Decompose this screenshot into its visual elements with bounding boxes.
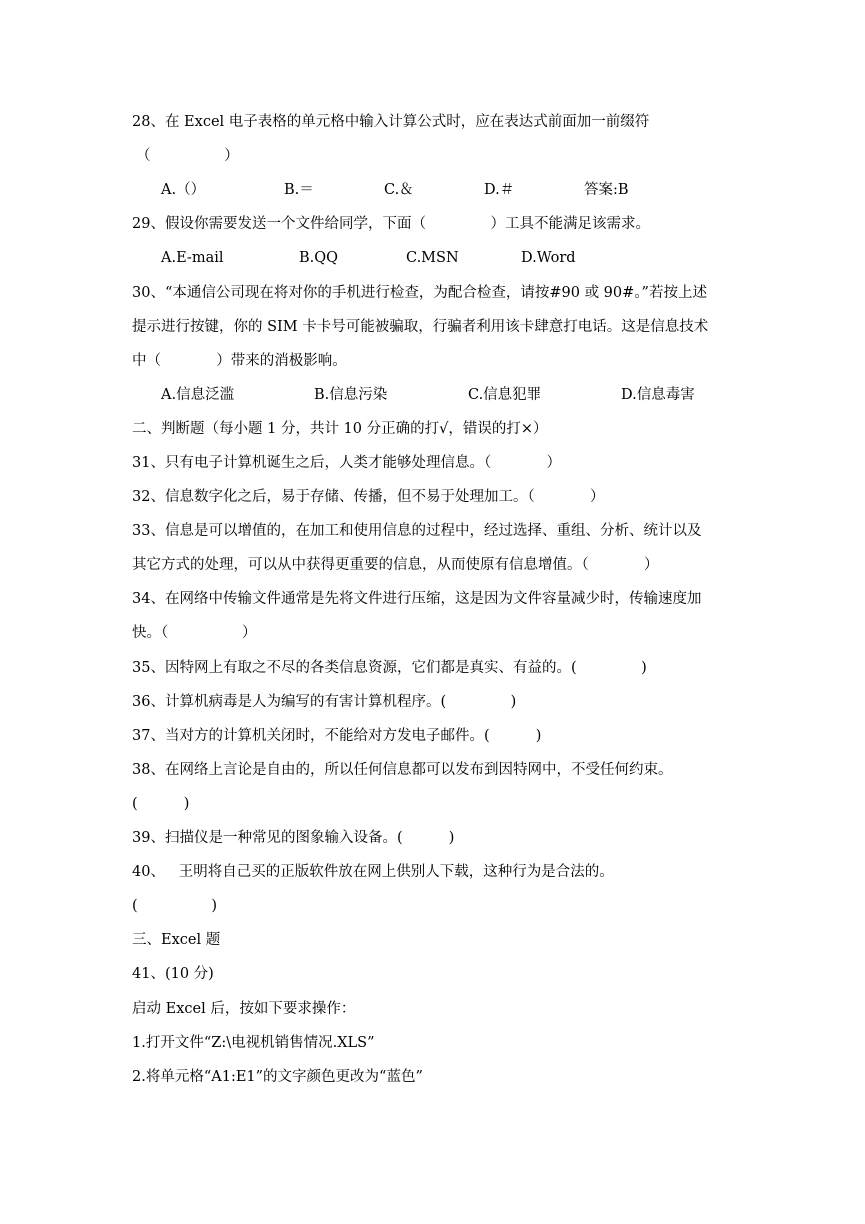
question-36: 36、计算机病毒是人为编写的有害计算机程序。( ) [132, 694, 517, 710]
question-41-step-2: 2.将单元格“A1:E1”的文字颜色更改为“蓝色” [132, 1069, 423, 1085]
question-41-step-1: 1.打开文件“Z:\电视机销售情况.XLS” [132, 1035, 375, 1051]
question-32: 32、信息数字化之后，易于存储、传播，但不易于处理加工。（ ） [132, 489, 605, 505]
question-28-answer: 答案:B [584, 182, 629, 198]
question-30-option-a: A.信息泛滥 [161, 387, 235, 403]
question-41-title: 41、(10 分) [132, 966, 214, 982]
section-3-heading: 三、Excel 题 [132, 932, 221, 948]
question-39: 39、扫描仪是一种常见的图象输入设备。( ) [132, 830, 455, 846]
question-30-option-c: C.信息犯罪 [468, 387, 542, 403]
question-40-line1: 40、 王明将自己买的正版软件放在网上供别人下载，这种行为是合法的。 [132, 864, 614, 880]
question-28-option-c: C.＆ [384, 182, 414, 198]
question-29-option-a: A.E-mail [161, 250, 224, 266]
question-28-option-b: B.＝ [284, 182, 314, 198]
question-28-text: 28、在 Excel 电子表格的单元格中输入计算公式时，应在表达式前面加一前缀符 [132, 114, 650, 130]
question-30-option-d: D.信息毒害 [621, 387, 695, 403]
question-29-option-c: C.MSN [406, 250, 459, 266]
question-35: 35、因特网上有取之不尽的各类信息资源，它们都是真实、有益的。( ) [132, 660, 647, 676]
question-38-line1: 38、在网络上言论是自由的，所以任何信息都可以发布到因特网中，不受任何约束。 [132, 762, 673, 778]
question-41-intro: 启动 Excel 后，按如下要求操作： [132, 1001, 356, 1017]
question-30-text-line1: 30、“本通信公司现在将对你的手机进行检查，为配合检查，请按#90 或 90#。”若按上述 [132, 285, 707, 301]
section-2-heading: 二、判断题（每小题 1 分，共计 10 分正确的打√，错误的打×） [132, 421, 548, 437]
question-33-line1: 33、信息是可以增值的，在加工和使用信息的过程中，经过选择、重组、分析、统计以及 [132, 523, 702, 539]
question-33-line2: 其它方式的处理，可以从中获得更重要的信息，从而使原有信息增值。（ ） [132, 557, 659, 573]
question-37: 37、当对方的计算机关闭时，不能给对方发电子邮件。( ) [132, 728, 542, 744]
question-34-line1: 34、在网络中传输文件通常是先将文件进行压缩，这是因为文件容量减少时，传输速度加 [132, 591, 702, 607]
question-30-text-line3: 中（ ）带来的消极影响。 [132, 353, 347, 369]
question-28-blank: （ ） [136, 148, 239, 164]
question-29-option-d: D.Word [521, 250, 576, 266]
question-29-text: 29、假设你需要发送一个文件给同学，下面（ ）工具不能满足该需求。 [132, 216, 650, 232]
question-31: 31、只有电子计算机诞生之后，人类才能够处理信息。（ ） [132, 455, 562, 471]
question-34-line2: 快。（ ） [132, 625, 257, 641]
question-28-option-a: A.（） [161, 182, 206, 198]
question-30-text-line2: 提示进行按键，你的 SIM 卡卡号可能被骗取，行骗者利用该卡肆意打电话。这是信息技术 [132, 319, 709, 335]
question-40-line2: ( ) [132, 898, 218, 914]
question-28-option-d: D.＃ [484, 182, 515, 198]
question-38-line2: ( ) [132, 796, 190, 812]
question-30-option-b: B.信息污染 [314, 387, 388, 403]
question-29-option-b: B.QQ [299, 250, 339, 266]
